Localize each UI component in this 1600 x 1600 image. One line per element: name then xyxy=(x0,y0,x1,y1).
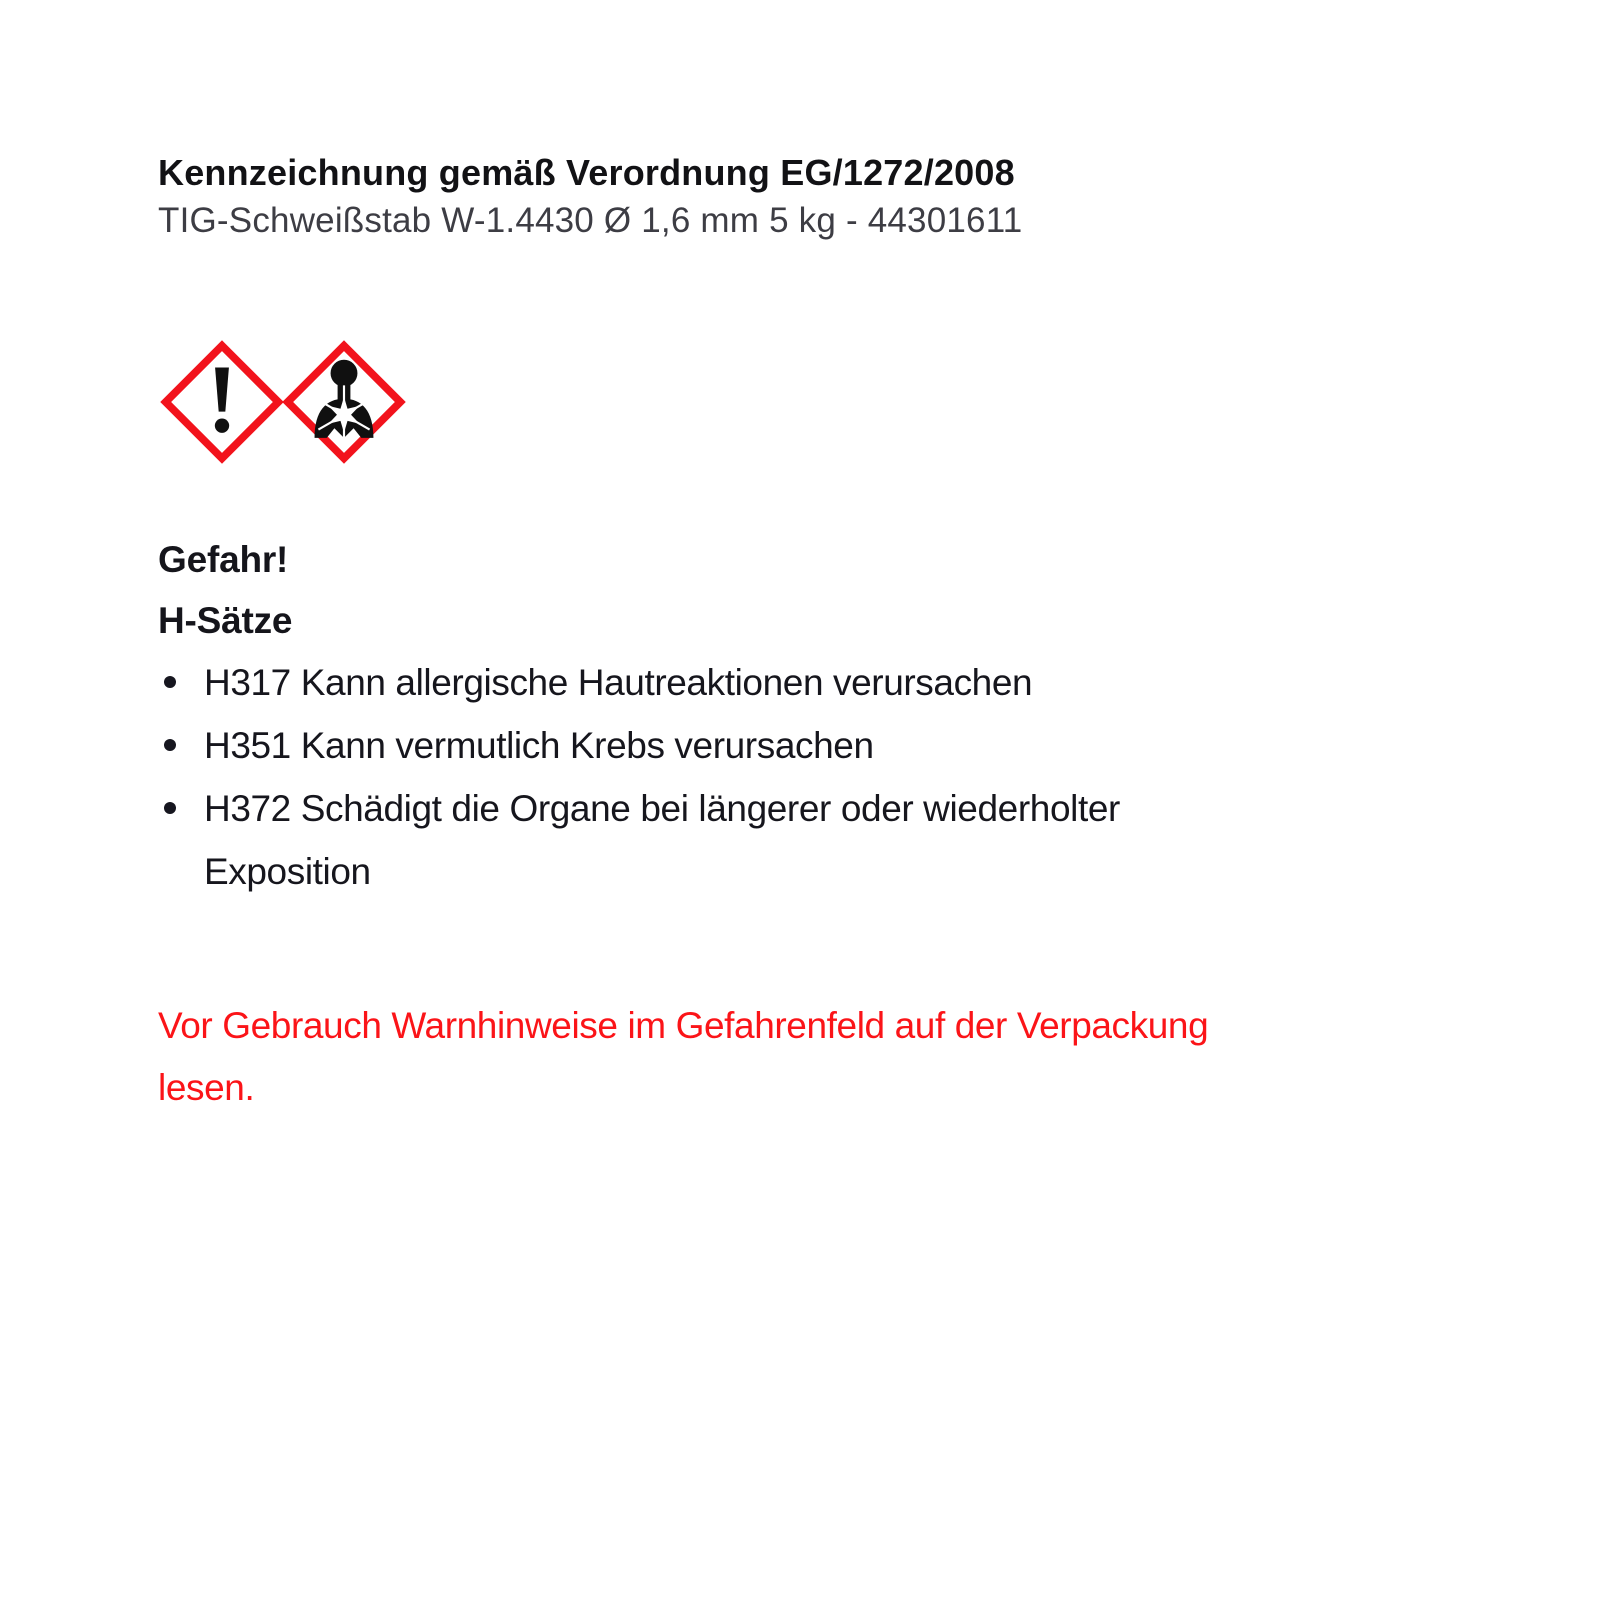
h-phrases-heading: H-Sätze xyxy=(158,599,293,641)
hazard-label-section xyxy=(158,150,1458,1119)
signal-word: Gefahr! xyxy=(158,538,289,580)
ghs07-exclamation-mark-icon xyxy=(158,338,286,466)
ghs08-health-hazard-icon xyxy=(280,338,408,466)
product-name: TIG-Schweißstab W-1.4430 Ø 1,6 mm 5 kg - 44301611 xyxy=(158,201,1023,241)
h-phrases-list xyxy=(158,651,1264,903)
ghs-pictogram-row xyxy=(158,338,1458,466)
h-phrase-h351: H351 Kann vermutlich Krebs verursachen xyxy=(204,714,1264,777)
h-phrase-h372: H372 Schädigt die Organe bei längerer oder wiederholter Exposition xyxy=(204,777,1264,903)
page-title: Kennzeichnung gemäß Verordnung EG/1272/2008 xyxy=(158,152,1015,193)
usage-warning-text: Vor Gebrauch Warnhinweise im Gefahrenfeld auf der Verpackung lesen. xyxy=(158,1005,1209,1109)
h-phrase-h317: H317 Kann allergische Hautreaktionen verursachen xyxy=(204,651,1264,714)
